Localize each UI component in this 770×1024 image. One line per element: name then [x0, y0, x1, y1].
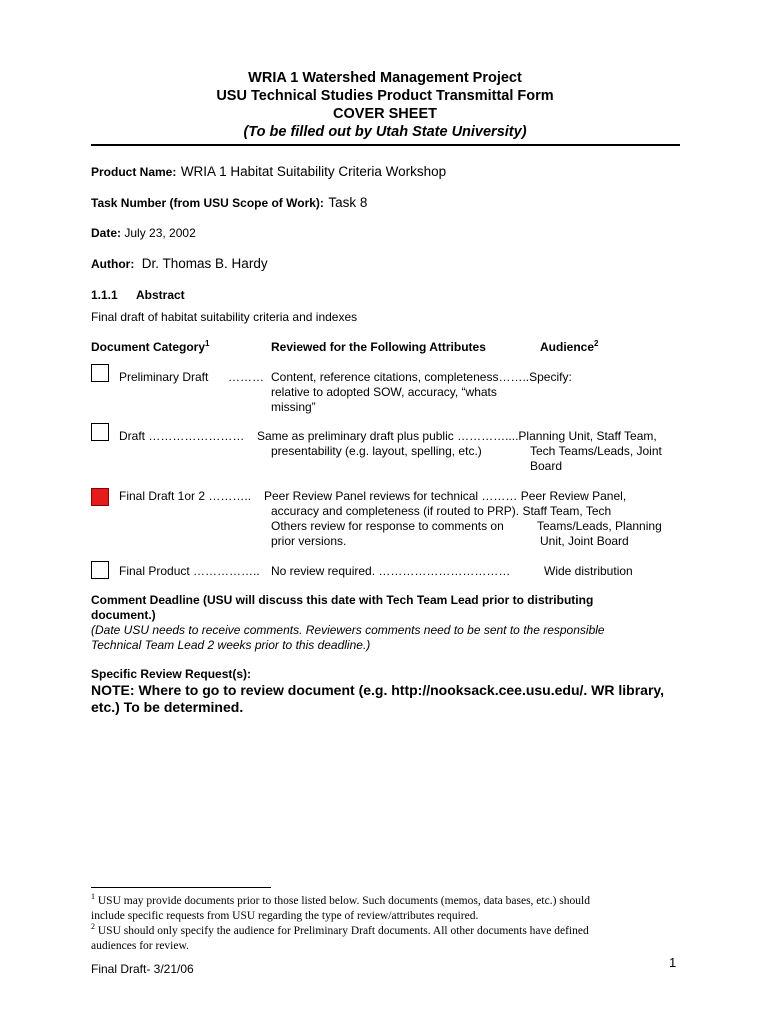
task-number-label: Task Number (from USU Scope of Work):: [91, 196, 324, 210]
footnote-2-line-2: audiences for review.: [91, 940, 189, 952]
final-draft-checkbox[interactable]: [91, 488, 109, 506]
draft-line1: Same as preliminary draft plus public …………....Planning Unit, Staff Team,: [257, 429, 657, 443]
title-line-1: WRIA 1 Watershed Management Project: [248, 70, 522, 86]
final-draft-audience-3: Teams/Leads, Planning: [537, 519, 662, 533]
final-draft-line3: Others review for response to comments on: [271, 519, 504, 533]
preliminary-draft-line3: missing”: [271, 400, 316, 414]
preliminary-draft-line2: relative to adopted SOW, accuracy, “whats: [271, 385, 497, 399]
footnote-1-line-2: include specific requests from USU regarding the type of review/attributes required.: [91, 910, 479, 922]
review-request-label: Specific Review Request(s):: [91, 667, 252, 681]
comment-deadline-heading-2: document.): [91, 608, 156, 622]
final-draft-label: Final Draft 1or 2 ………..: [119, 489, 252, 503]
comment-deadline-note-2: Technical Team Lead 2 weeks prior to this deadline.): [91, 638, 371, 652]
final-draft-line4: prior versions.: [271, 534, 347, 548]
product-name-value: WRIA 1 Habitat Suitability Criteria Workshop: [180, 164, 447, 179]
draft-checkbox[interactable]: [91, 423, 109, 441]
preliminary-draft-dots: ………: [228, 370, 264, 384]
preliminary-draft-line1: Content, reference citations, completeness……..Specify:: [271, 370, 572, 384]
abstract-number: 1.1.1: [91, 288, 118, 302]
draft-audience-2: Tech Teams/Leads, Joint: [530, 444, 662, 458]
col-header-attributes: Reviewed for the Following Attributes: [271, 340, 486, 354]
col-header-category: Document Category$^1$: [91, 339, 210, 354]
review-request-note-2: etc.) To be determined.: [91, 699, 244, 715]
comment-deadline-note-1: (Date USU needs to receive comments. Reviewers comments need to be sent to the responsible: [91, 623, 605, 637]
draft-line2: presentability (e.g. layout, spelling, etc.): [271, 444, 482, 458]
draft-label: Draft ……………………: [119, 429, 245, 443]
col-header-audience: Audience$^2$: [540, 339, 599, 354]
title-line-4: (To be filled out by Utah State University): [243, 124, 527, 140]
date-value: July 23, 2002: [124, 226, 196, 240]
draft-audience-3: Board: [530, 459, 563, 473]
author-label: Author:: [91, 257, 135, 271]
task-number-row: [91, 194, 367, 212]
final-draft-audience-4: Unit, Joint Board: [540, 534, 629, 548]
page-number: 1: [669, 955, 677, 970]
footer-version: Final Draft- 3/21/06: [91, 962, 194, 976]
product-name-row: [91, 163, 446, 181]
date-label: Date:: [91, 226, 122, 240]
product-name-label: Product Name:: [91, 165, 177, 179]
final-product-line1: No review required. ……………………………: [271, 564, 511, 578]
task-number-value: Task 8: [328, 195, 368, 210]
comment-deadline-heading-1: Comment Deadline (USU will discuss this date with Tech Team Lead prior to distributing: [91, 593, 594, 607]
preliminary-draft-checkbox[interactable]: [91, 364, 109, 382]
title-line-3: COVER SHEET: [333, 106, 437, 122]
footnote-2-line-1: $^2$ USU should only specify the audience for Preliminary Draft documents. All other documents have defined: [91, 922, 589, 937]
abstract-text: Final draft of habitat suitability criteria and indexes: [91, 310, 358, 324]
final-product-label: Final Product ……………..: [119, 564, 260, 578]
author-value: Dr. Thomas B. Hardy: [141, 256, 268, 271]
review-request-note-1: NOTE: Where to go to review document (e.g. http://nooksack.cee.usu.edu/. WR library,: [91, 682, 665, 698]
header-rule: [91, 144, 680, 146]
final-draft-line2: accuracy and completeness (if routed to PRP). Staff Team, Tech: [271, 504, 612, 518]
preliminary-draft-label: Preliminary Draft: [119, 370, 209, 384]
final-product-audience: Wide distribution: [544, 564, 633, 578]
title-line-2: USU Technical Studies Product Transmittal Form: [216, 88, 554, 104]
footnote-1-line-1: $^1$ USU may provide documents prior to those listed below. Such documents (memos, data bases, etc.) should: [91, 892, 590, 907]
date-row: [91, 226, 196, 240]
footnote-rule: [91, 887, 271, 888]
final-product-checkbox[interactable]: [91, 561, 109, 579]
final-draft-line1: Peer Review Panel reviews for technical ……… Peer Review Panel,: [264, 489, 627, 503]
author-row: [91, 255, 268, 273]
abstract-heading: Abstract: [136, 288, 185, 302]
